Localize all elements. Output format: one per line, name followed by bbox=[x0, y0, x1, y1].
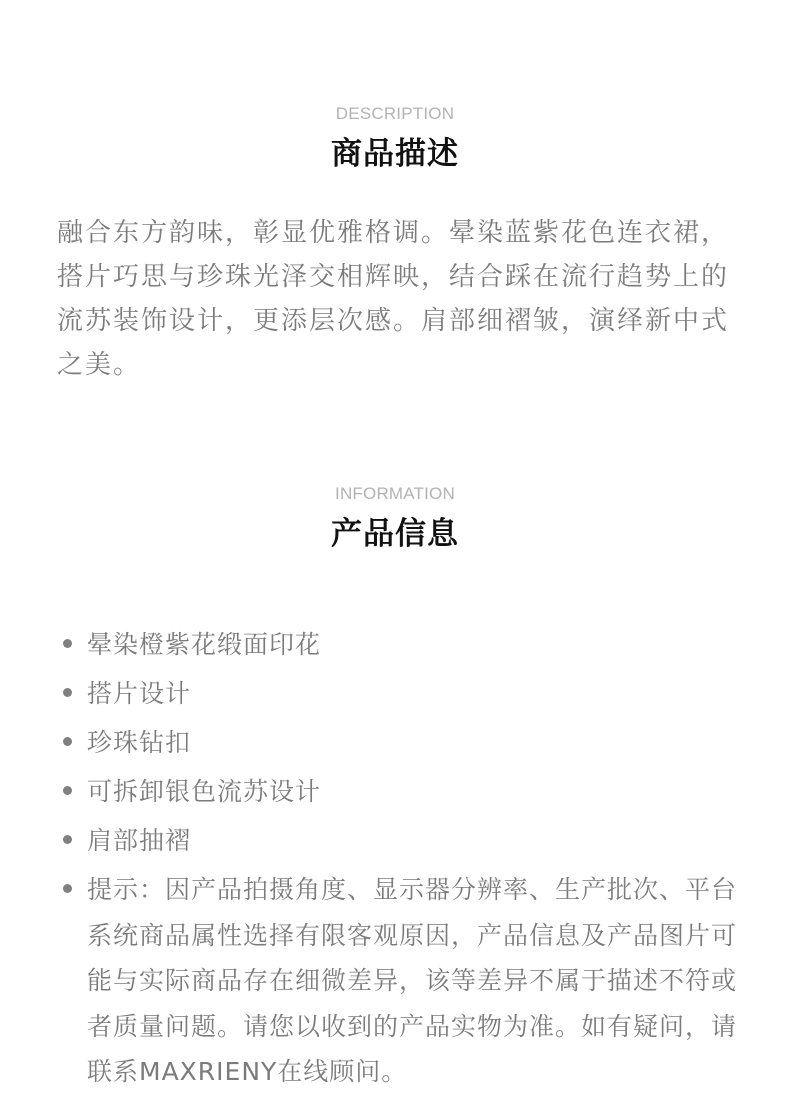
bullet-icon bbox=[63, 688, 72, 697]
bullet-icon bbox=[63, 786, 72, 795]
information-title: 产品信息 bbox=[331, 516, 459, 552]
bullet-icon bbox=[63, 835, 72, 844]
information-list bbox=[57, 622, 737, 1099]
list-item bbox=[57, 818, 737, 863]
list-item-text: 搭片设计 bbox=[87, 679, 192, 708]
list-item bbox=[57, 671, 737, 716]
list-item-text: 可拆卸银色流苏设计 bbox=[87, 777, 322, 806]
list-item-text: 晕染橙紫花缎面印花 bbox=[87, 630, 322, 659]
disclaimer-note bbox=[57, 867, 737, 1095]
list-item-text: 提示：因产品拍摄角度、显示器分辨率、生产批次、平台系统商品属性选择有限客观原因，产品信息及产品图片可能与实际商品存在细微差异，该等差异不属于描述不符或者质量问题。请您以收到的产品实物为准。如有疑问，请联系MAXRIENY在线顾问。 bbox=[87, 875, 738, 1086]
list-item bbox=[57, 622, 737, 667]
description-title: 商品描述 bbox=[331, 136, 459, 172]
description-body: 融合东方韵味，彰显优雅格调。晕染蓝紫花色连衣裙，搭片巧思与珍珠光泽交相辉映，结合踩在流行趋势上的流苏装饰设计，更添层次感。肩部细褶皱，演绎新中式之美。 bbox=[57, 218, 730, 380]
bullet-icon bbox=[63, 737, 72, 746]
bullet-icon bbox=[63, 639, 72, 648]
list-item-text: 肩部抽褶 bbox=[87, 826, 192, 855]
list-item bbox=[57, 769, 737, 814]
list-item-text: 珍珠钻扣 bbox=[87, 728, 192, 757]
bullet-icon bbox=[63, 884, 72, 893]
list-item bbox=[57, 720, 737, 765]
information-eyebrow: INFORMATION bbox=[335, 484, 455, 503]
description-eyebrow: DESCRIPTION bbox=[335, 104, 455, 123]
